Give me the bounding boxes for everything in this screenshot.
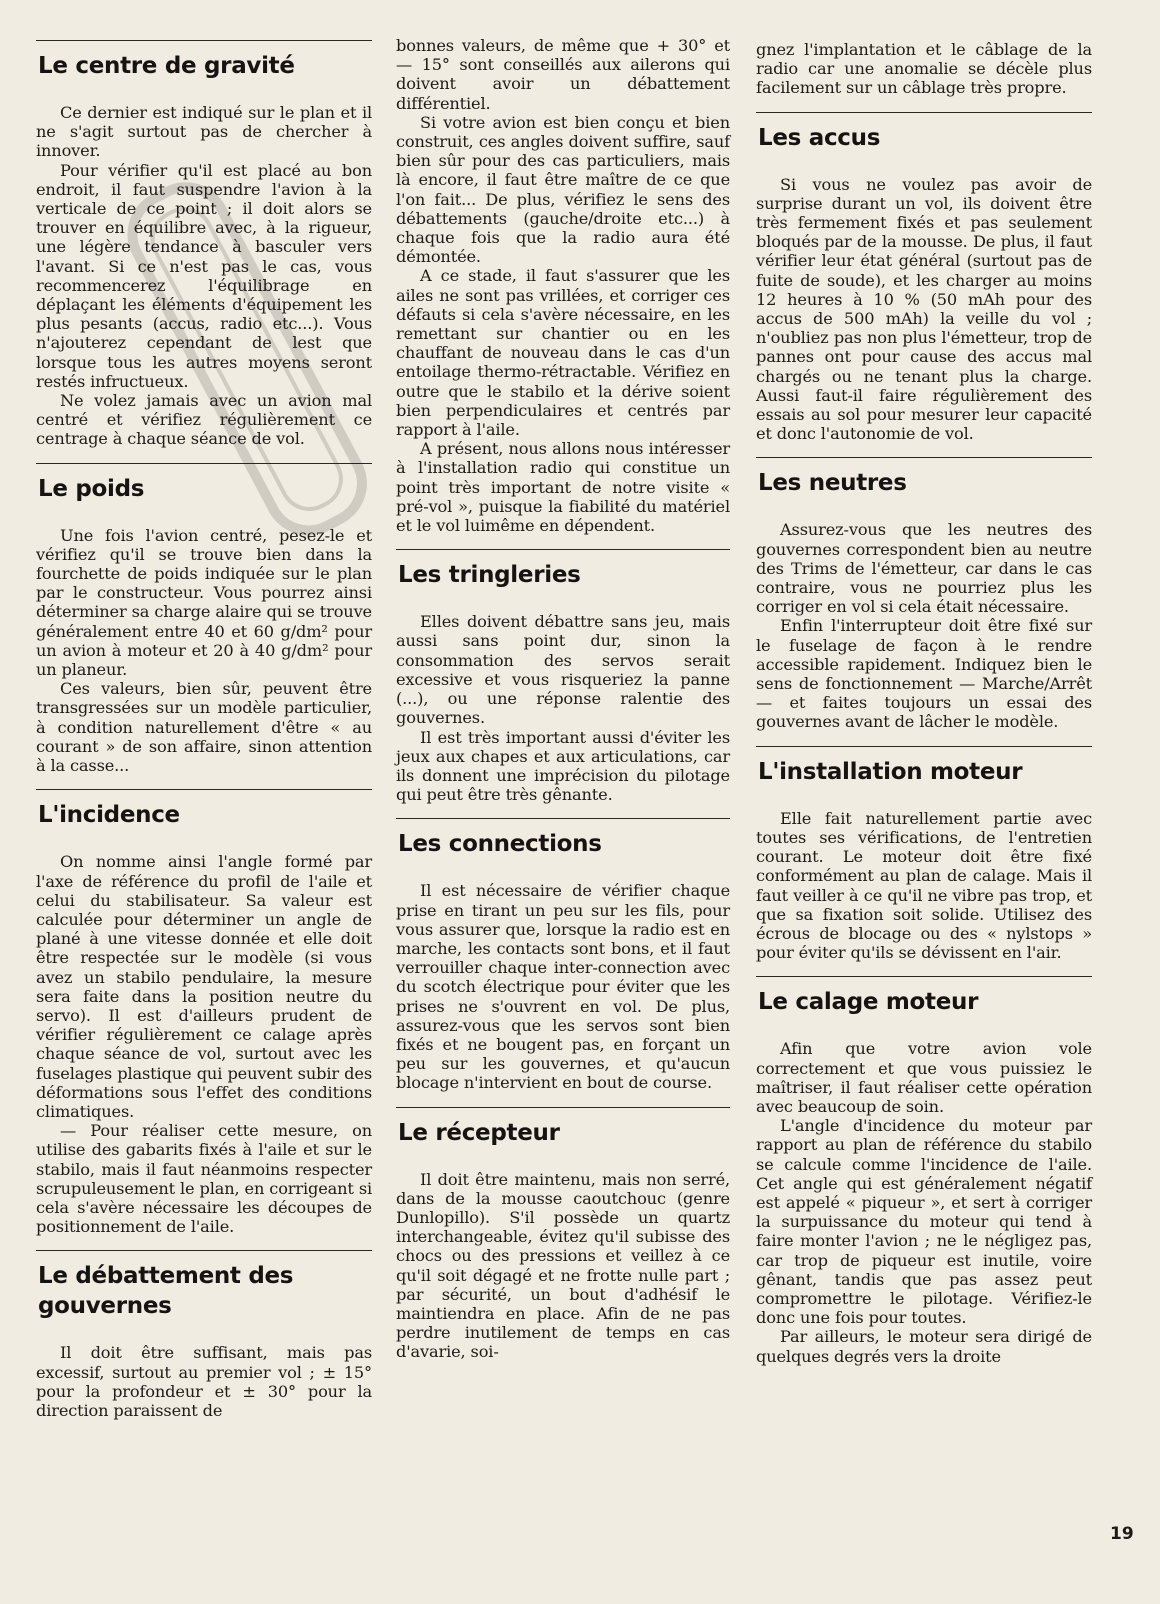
article-section [396,1107,730,1362]
column-3 [756,40,1092,1366]
section-divider [36,463,372,464]
body-paragraph: Si votre avion est bien conçu et bien construit, ces angles doivent suffire, sauf bien sûr pour des cas particuliers, mais là encore, il faut être maître de ce que l'on fait... De plus, vérifiez le sens des débattements (gauche/droite etc...) à chaque fois que la radio aura été démontée. [396,112,730,267]
section-divider [396,1107,730,1108]
body-paragraph: Ce dernier est indiqué sur le plan et il ne s'agit surtout pas de chercher à innover. [36,103,372,161]
body-paragraph: Il est nécessaire de vérifier chaque prise en tirant un peu sur les fils, pour vous assurer que, lorsque la radio est en marche, les contacts sont bons, et il faut verrouiller chaque inter-connection avec du scotch électrique pour éviter que les prises ne s'ouvrent en vol. De plus, assurez-vous que les servos sont bien fixés et ne bougent pas, en forçant un peu sur les gouvernes, et qu'aucun blocage n'intervient en bout de course. [396,881,730,1093]
section-divider [396,549,730,550]
article-section [396,818,730,1092]
article-section [756,457,1092,731]
body-paragraph: Ces valeurs, bien sûr, peuvent être transgressées sur un modèle particulier, à condition naturellement d'être « au courant » de son affaire, sinon attention à la casse... [36,679,372,776]
body-paragraph: Afin que votre avion vole correctement et que vous puissiez le maîtriser, il faut réaliser cette opération avec beaucoup de soin. [756,1039,1092,1116]
section-divider [756,976,1092,977]
section-divider [36,40,372,41]
section-divider [756,457,1092,458]
body-paragraph: A ce stade, il faut s'assurer que les ailes ne sont pas vrillées, et corriger ces défauts si cela s'avère nécessaire, en les remettant sur chantier ou en les chauffant de nouveau dans le cas d'un entoilage thermo-rétractable. Vérifiez en outre que le stabilo et la dérive soient bien perpendiculaires et centrés par rapport à l'aile. [396,266,730,440]
body-paragraph: Il doit être suffisant, mais pas excessif, surtout au premier vol ; ± 15° pour la profondeur et ± 30° pour la direction paraissent de [36,1343,372,1420]
body-paragraph: Pour vérifier qu'il est placé au bon endroit, il faut suspendre l'avion à la verticale de ce point ; il doit alors se trouver en équilibre avec, à la rigueur, une légère tendance à basculer vers l'avant. Si ce n'est pas le cas, vous recommencerez l'équilibrage en déplaçant les éléments d'équipement les plus pesants (accus, radio etc...). Vous n'ajouterez cependant de lest que lorsque tous les autres moyens seront restés infructueux. [36,160,372,391]
article-section [756,746,1092,963]
article-section [756,40,1092,98]
body-paragraph: Par ailleurs, le moteur sera dirigé de quelques degrés vers la droite [756,1327,1092,1366]
section-heading: L'installation moteur [758,758,1023,785]
section-heading: Le récepteur [398,1119,560,1146]
section-divider [36,789,372,790]
column-1 [36,40,372,1420]
article-section [36,1250,372,1420]
body-paragraph: Une fois l'avion centré, pesez-le et vérifiez qu'il se trouve bien dans la fourchette de poids indiquée sur le plan par le constructeur. Vous pourrez ainsi déterminer sa charge alaire qui se trouve généralement entre 40 et 60 g/dm² pour un avion à moteur et 20 à 40 g/dm² pour un planeur. [36,525,372,680]
article-section [756,976,1092,1365]
article-section [36,463,372,776]
section-heading: L'incidence [38,802,180,829]
section-heading: Le centre de gravité [38,53,295,79]
body-paragraph: Elle fait naturellement partie avec toutes ses vérifications, de l'entretien courant. Le moteur doit être fixé conformément au plan de calage. Mais il faut veiller à ce qu'il ne vibre pas trop, et que sa fixation soit solide. Utilisez des écrous de blocage ou des « nylstops » pour éviter qu'ils se dévissent en l'air. [756,808,1092,963]
body-paragraph: bonnes valeurs, de même que + 30° et — 15° sont conseillés aux ailerons qui doivent avoir un débattement différentiel. [396,36,730,113]
article-section [36,40,372,449]
article-section [396,549,730,804]
article-section [36,789,372,1236]
article-section [756,112,1092,444]
body-paragraph: On nomme ainsi l'angle formé par l'axe de référence du profil de l'aile et celui du stabilisateur. Sa valeur est calculée pour déterminer un angle de plané à une vitesse donnée et elle doit être respectée sur le modèle (si vous avez un stabilo pendulaire, la mesure sera faite dans la position neutre du servo). Il est d'ailleurs prudent de vérifier régulièrement ce calage après chaque séance de vol, surtout avec les fuselages plastique qui peuvent subir des déformations sous l'effet des conditions climatiques. [36,852,372,1121]
body-paragraph: gnez l'implantation et le câblage de la radio car une anomalie se décèle plus facilement sur un câblage très propre. [756,40,1092,98]
section-heading: Les tringleries [398,562,581,589]
body-paragraph: — Pour réaliser cette mesure, on utilise des gabarits fixés à l'aile et sur le stabilo, mais il faut néanmoins respecter scrupuleusement le plan, en corrigeant si cela s'avère nécessaire les découpes de positionnement de l'aile. [36,1121,372,1237]
body-paragraph: Ne volez jamais avec un avion mal centré et vérifiez régulièrement ce centrage à chaque séance de vol. [36,391,372,449]
body-paragraph: Enfin l'interrupteur doit être fixé sur le fuselage de façon à le rendre accessible rapidement. Indiquez bien le sens de fonctionnement — Marche/Arrêt — et faites toujours un essai des gouvernes avant de lâcher le modèle. [756,616,1092,732]
body-paragraph: Il doit être maintenu, mais non serré, dans de la mousse caoutchouc (genre Dunlopillo). S'il possède un quartz interchangeable, évitez qu'il subisse des chocs ou des pressions et veillez à ce qu'il soit dégagé et ne frotte nulle part ; par sécurité, un bout d'adhésif le maintiendra en place. Afin de ne pas perdre inutilement de temps en cas d'avarie, soi- [396,1169,730,1362]
body-paragraph: Il est très important aussi d'éviter les jeux aux chapes et aux articulations, car ils donnent une imprécision du pilotage qui peut être très gênante. [396,727,730,805]
page-number: 19 [1110,1524,1134,1544]
body-paragraph: L'angle d'incidence du moteur par rapport au plan de référence du stabilo se calcule comme l'incidence de l'aile. Cet angle qui est généralement négatif est appelé « piqueur », et sert à corriger la surpuissance du moteur qui tend à faire monter l'avion ; ne le négligez pas, car trop de piqueur est inutile, voire gênant, tandis que pas assez peut compromettre le pilotage. Vérifiez-le donc une fois pour toutes. [756,1116,1092,1328]
body-paragraph: Elles doivent débattre sans jeu, mais aussi sans point dur, sinon la consommation des servos serait excessive et vous risqueriez la panne (...), ou une réponse ralentie des gouvernes. [396,612,730,728]
section-heading: Le calage moteur [758,989,979,1016]
section-divider [756,112,1092,113]
section-divider [756,746,1092,747]
body-paragraph: A présent, nous allons nous intéresser à l'installation radio qui constitue un point très important de notre visite « pré-vol », puisque la fiabilité du matériel et le vol luimême en dépendent. [396,439,730,536]
body-paragraph: Si vous ne voulez pas avoir de surprise durant un vol, ils doivent être très fermement fixés et pas seulement bloqués par de la mousse. De plus, il faut vérifier leur état général (surtout pas de fuite de soude), et les charger au moins 12 heures à 10 % (50 mAh pour des accus de 500 mAh) la veille du vol ; n'oubliez pas non plus l'émetteur, trop de pannes ont pour cause des accus mal chargés ou ne tenant plus la charge. Aussi faut-il faire régulièrement des essais au sol pour mesurer leur capacité et donc l'autonomie de vol. [756,174,1092,444]
section-divider [36,1250,372,1251]
section-heading: Le débattement des gouvernes [38,1263,294,1320]
section-heading: Les neutres [758,470,907,497]
article-section [396,36,730,535]
section-heading: Le poids [38,475,145,502]
section-heading: Les connections [398,831,602,858]
section-divider [396,818,730,819]
body-paragraph: Assurez-vous que les neutres des gouvernes correspondent bien au neutre des Trims de l'émetteur, car dans le cas contraire, vous ne pourriez plus les corriger en vol si cela était nécessaire. [756,520,1092,617]
column-2 [396,36,730,1362]
section-heading: Les accus [758,124,881,151]
